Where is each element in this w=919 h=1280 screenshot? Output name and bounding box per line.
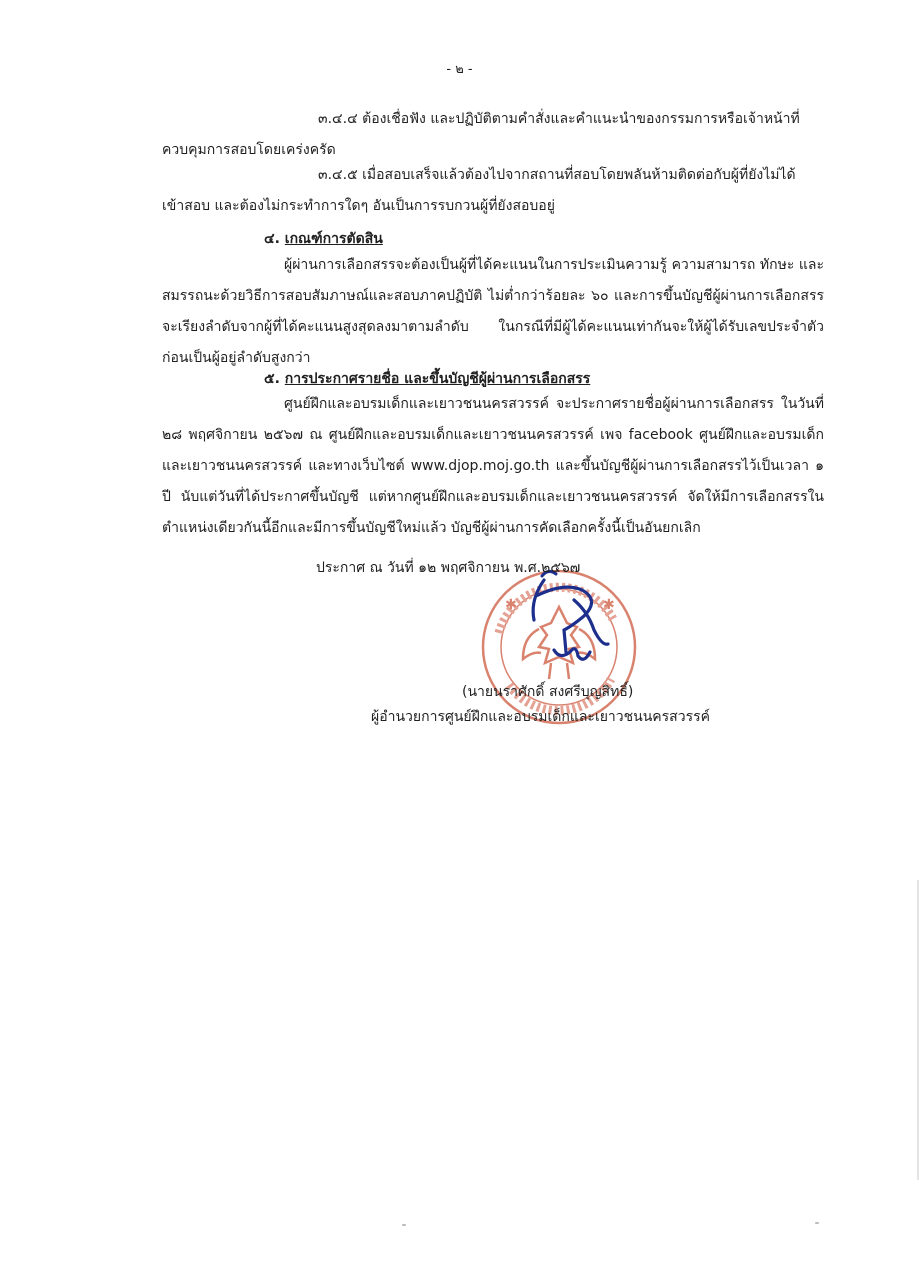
section-4-number: ๔.	[264, 231, 280, 247]
announcement-date: ประกาศ ณ วันที่ ๑๒ พฤศจิกายน พ.ศ.๒๕๖๗	[316, 560, 581, 576]
clause-3-4-4-text: ๓.๔.๔ ต้องเชื่อฟัง และปฏิบัติตามคำสั่งและคำแนะนำของกรรมการหรือเจ้าหน้าที่	[318, 111, 800, 127]
section-4-title: เกณฑ์การตัดสิน	[284, 231, 383, 247]
scan-speck	[815, 1222, 819, 1224]
signatory-name: (นายนราศักดิ์ สงศรีบุญสิทธิ์)	[462, 684, 634, 700]
signatory-position: ผู้อำนวยการศูนย์ฝึกและอบรมเด็กและเยาวชนนครสวรรค์	[371, 709, 710, 725]
section-4-body-text: ผู้ผ่านการเลือกสรรจะต้องเป็นผู้ที่ได้คะแนนในการประเมินความรู้ ความสามารถ ทักษะ และสมรรถนะด้วยวิธีการสอบสัมภาษณ์และสอบภาคปฏิบัติ ไม่ต่ำกว่าร้อยละ ๖๐ และการขึ้นบัญชีผู้ผ่านการเลือกสรร จะเรียงลำดับจากผู้ที่ได้คะแนนสูงสุดลงมาตามลำดับ ในกรณีที่มีผู้ได้คะแนนเท่ากันจะให้ผู้ได้รับเลขประจำตัวก่อนเป็นผู้อยู่ลำดับสูงกว่า	[162, 257, 824, 366]
section-5-heading	[264, 368, 590, 390]
clause-3-4-5	[162, 160, 824, 222]
section-4-body	[162, 250, 824, 374]
section-5-body	[162, 389, 824, 544]
section-5-body-text: ศูนย์ฝึกและอบรมเด็กและเยาวชนนครสวรรค์ จะประกาศรายชื่อผู้ผ่านการเลือกสรร ในวันที่ ๒๘ พฤศจิกายน ๒๕๖๗ ณ ศูนย์ฝึกและอบรมเด็กและเยาวชนนครสวรรค์ เพจ facebook ศูนย์ฝึกและอบรมเด็กและเยาวชนนครสวรรค์ และทางเว็บไซต์ www.djop.moj.go.th และขึ้นบัญชีผู้ผ่านการเลือกสรรไว้เป็นเวลา ๑ ปี นับแต่วันที่ได้ประกาศขึ้นบัญชี แต่หากศูนย์ฝึกและอบรมเด็กและเยาวชนนครสวรรค์ จัดให้มีการเลือกสรรในตำแหน่งเดียวกันนี้อีกและมีการขึ้นบัญชีใหม่แล้ว บัญชีผู้ผ่านการคัดเลือกครั้งนี้เป็นอันยกเลิก	[162, 396, 824, 536]
seal-star-left: ✱	[505, 597, 517, 613]
clause-3-4-5-cont: เข้าสอบ และต้องไม่กระทำการใดๆ อันเป็นการรบกวนผู้ที่ยังสอบอยู่	[162, 198, 555, 214]
clause-3-4-4-cont: ควบคุมการสอบโดยเคร่งครัด	[162, 142, 336, 158]
section-4-heading	[264, 228, 383, 250]
section-5-number: ๕.	[264, 371, 280, 387]
section-5-title: การประกาศรายชื่อ และขึ้นบัญชีผู้ผ่านการเลือกสรร	[284, 371, 591, 387]
page-number: - ๒ -	[446, 62, 473, 77]
clause-3-4-5-text: ๓.๔.๕ เมื่อสอบเสร็จแล้วต้องไปจากสถานที่สอบโดยพลันห้ามติดต่อกับผู้ที่ยังไม่ได้	[318, 167, 796, 183]
seal-star-right: ✱	[603, 597, 615, 613]
scan-speck	[402, 1224, 406, 1226]
clause-3-4-4	[162, 104, 824, 166]
